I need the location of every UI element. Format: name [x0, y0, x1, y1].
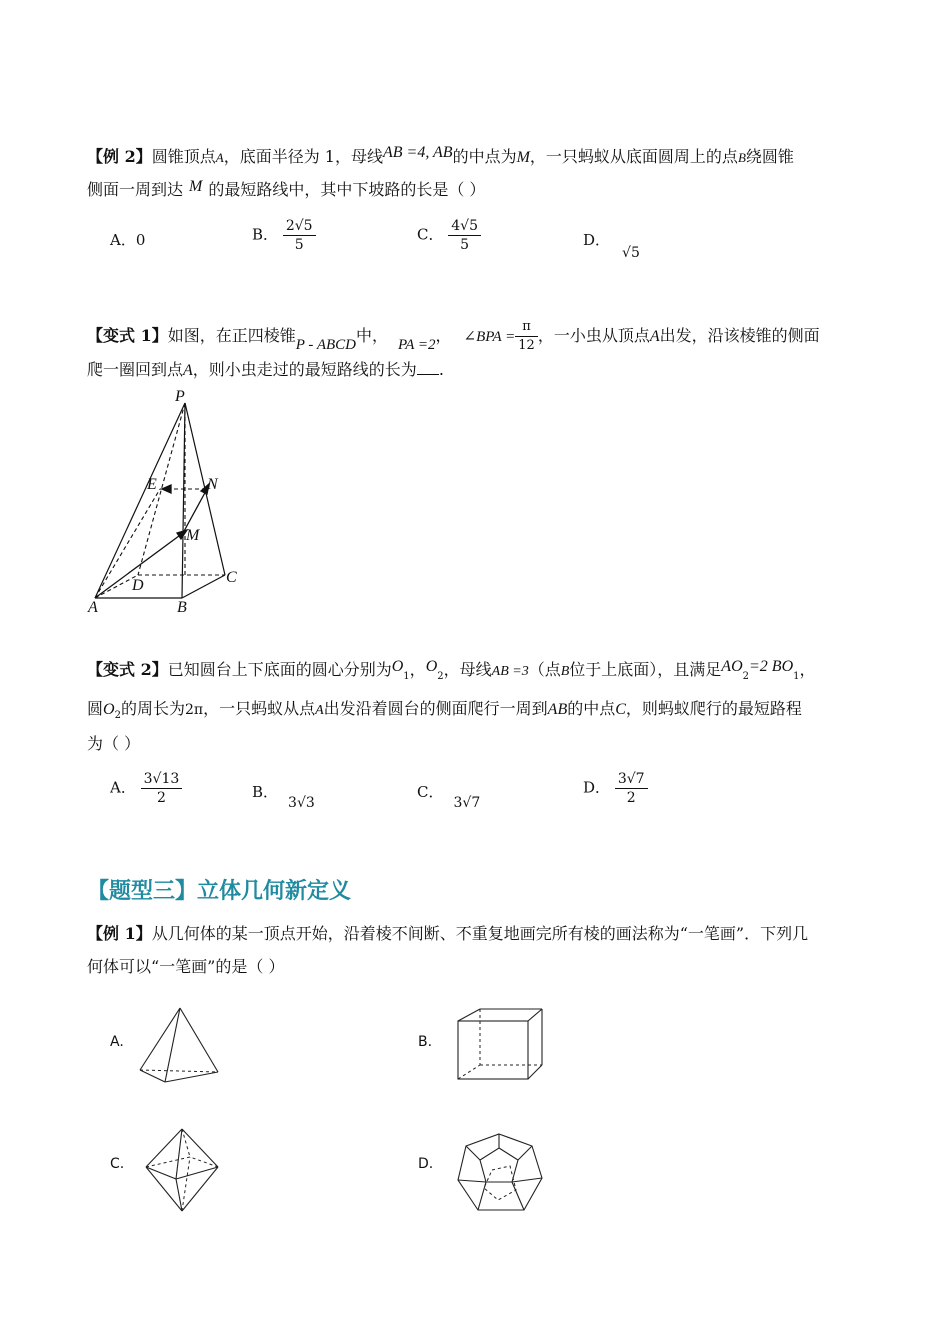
denominator: 2 — [626, 790, 636, 806]
var2-text: 出发沿着圆台的侧面爬行一周到 — [323, 699, 548, 718]
numerator: 2√5 — [283, 217, 316, 236]
ex1-option-c-label[interactable]: C. — [110, 1156, 125, 1172]
numerator: π — [515, 318, 538, 337]
var2-formula: 2π — [184, 702, 204, 718]
var2-text: 为（ ） — [87, 734, 141, 753]
ex2-text: ，一只蚂蚁从底面圆周上的点 — [529, 147, 738, 166]
option-label: B． — [252, 225, 279, 244]
var1-text: ， — [435, 326, 452, 345]
var1-text: . — [438, 360, 444, 379]
var2-text: 已知圆台上下底面的圆心分别为 — [167, 660, 392, 679]
ex1-option-b-label[interactable]: B. — [418, 1034, 433, 1050]
subscript: 1 — [403, 671, 410, 683]
numerator: 3√13 — [141, 770, 183, 789]
label-M: M — [186, 527, 200, 544]
ex2-var: B — [737, 150, 746, 165]
var1-formula: ∠BPA = — [463, 329, 516, 345]
option-label: B． — [252, 783, 279, 801]
var2-text: ，则蚂蚁爬行的最短路程 — [625, 699, 802, 718]
subscript: 2 — [114, 710, 121, 722]
var2-var: A — [315, 703, 324, 718]
var2-var: O — [391, 658, 404, 675]
label-C: C — [226, 569, 237, 586]
var2-text: ，母线 — [443, 660, 492, 679]
var1-var: A — [649, 328, 660, 345]
var2-text: 位于上底面），且满足 — [569, 660, 722, 679]
ex2-option-b[interactable] — [252, 217, 316, 254]
option-label: D． — [583, 778, 611, 797]
ex2-formula: AB =4, AB — [382, 144, 453, 161]
var1-tag: 【变式 1】 — [87, 326, 168, 345]
label-B: B — [177, 599, 187, 616]
var2-var: B — [560, 664, 570, 679]
var1-text: 爬一圈回到点 — [87, 360, 184, 379]
tetrahedron-figure[interactable] — [130, 1000, 225, 1090]
ex1-text: 从几何体的某一顶点开始，沿着棱不间断、不重复地画完所有棱的画法称为“一笔画”．下列几 — [151, 924, 809, 943]
numerator: 3√7 — [615, 770, 648, 789]
ex2-text: 绕圆锥 — [745, 147, 794, 166]
fraction — [515, 318, 538, 355]
numerator: 4√5 — [448, 217, 481, 236]
var2-var: C — [615, 701, 626, 718]
option-label: A． — [110, 231, 136, 249]
ex1-option-d-label[interactable]: D. — [418, 1156, 434, 1172]
var2-line2 — [87, 699, 802, 726]
var2-option-a[interactable] — [110, 770, 182, 807]
edge-BC — [182, 575, 225, 598]
ex2-text: 圆锥顶点 — [151, 147, 216, 166]
var1-var: A — [183, 362, 193, 379]
ex2-var: M — [516, 149, 530, 166]
var2-text: ，一只蚂蚁从点 — [203, 699, 316, 718]
var2-formula: =2 BO — [749, 658, 794, 675]
var2-formula: AO — [721, 658, 743, 675]
denominator: 5 — [294, 237, 304, 253]
option-label: C． — [417, 225, 444, 244]
var1-text: ，一小虫从顶点 — [537, 326, 650, 345]
var2-var: O — [425, 658, 438, 675]
var2-text: ， — [799, 660, 816, 679]
cube-figure[interactable] — [450, 1005, 550, 1085]
ex2-line2 — [87, 180, 485, 201]
ex2-text: 的中点为 — [452, 147, 517, 166]
var2-line1 — [87, 660, 816, 687]
label-D: D — [132, 577, 144, 594]
label-A: A — [88, 599, 98, 616]
ex2-var: M — [189, 178, 203, 195]
option-label: C． — [417, 783, 444, 801]
subscript: 2 — [437, 671, 444, 683]
subscript: 1 — [793, 671, 800, 683]
ex1-line1 — [87, 924, 808, 944]
var2-var: AB — [547, 701, 568, 718]
var1-text: 中， — [356, 326, 389, 345]
var2-text: 的中点 — [567, 699, 616, 718]
var2-line3 — [87, 734, 140, 754]
option-label: D． — [583, 231, 611, 249]
fraction — [141, 770, 183, 807]
var2-option-d[interactable] — [583, 770, 648, 807]
label-E: E — [147, 476, 157, 493]
var2-text: 圆 — [87, 699, 104, 718]
var2-text: 的周长为 — [120, 699, 185, 718]
ex2-line1 — [87, 144, 794, 168]
fraction — [615, 770, 648, 807]
ex2-text: 的最短路线中，其中下坡路的长是（ ） — [208, 180, 486, 199]
label-N: N — [207, 476, 218, 493]
ex1-tag: 【例 1】 — [87, 924, 152, 943]
path-AE-hidden — [95, 489, 160, 598]
var2-option-b[interactable] — [252, 781, 315, 811]
option-value: 3√3 — [288, 795, 315, 811]
octahedron-figure[interactable] — [140, 1125, 225, 1215]
subscript: 2 — [742, 671, 749, 683]
ex2-tag: 【例 2】 — [87, 147, 152, 166]
label-P: P — [175, 388, 185, 405]
var2-formula: AB =3 — [491, 664, 529, 679]
option-value: √5 — [622, 245, 640, 261]
dodecahedron-figure[interactable] — [452, 1130, 547, 1220]
denominator: 12 — [518, 338, 535, 353]
option-value: 3√7 — [453, 795, 481, 811]
option-label: A． — [110, 778, 136, 797]
ex1-text: 何体可以“一笔画”的是（ ） — [87, 957, 285, 976]
var2-text: ， — [409, 660, 426, 679]
var2-text: （点 — [528, 660, 561, 679]
var1-text: ，则小虫走过的最短路线的长为 — [192, 360, 417, 379]
ex2-text: 侧面一周到达 — [87, 180, 184, 199]
option-value: 0 — [135, 231, 146, 249]
var2-var: O — [103, 701, 115, 718]
var2-option-c[interactable] — [417, 781, 481, 811]
denominator: 5 — [460, 237, 470, 253]
fraction — [283, 217, 316, 254]
var1-formula: P - ABCD — [295, 337, 357, 353]
var1-formula: PA =2 — [398, 337, 436, 353]
var1-text: 出发，沿该棱锥的侧面 — [659, 326, 820, 345]
var2-tag: 【变式 2】 — [87, 660, 168, 679]
pyramid-figure — [80, 385, 250, 620]
ex2-option-a[interactable] — [110, 229, 145, 250]
ex2-var: A — [215, 150, 224, 165]
section-heading: 【题型三】立体几何新定义 — [87, 879, 352, 904]
var1-line1 — [87, 318, 820, 355]
ex1-option-a-label[interactable]: A. — [110, 1034, 124, 1050]
var1-line2 — [87, 360, 444, 381]
fraction — [448, 217, 481, 254]
ex2-option-c[interactable] — [417, 217, 481, 254]
ex2-text: ，底面半径为 1，母线 — [223, 147, 383, 166]
var1-text: 如图，在正四棱锥 — [167, 326, 296, 345]
ex2-option-d[interactable] — [583, 229, 640, 261]
arrow-head-icon — [162, 485, 171, 493]
answer-blank[interactable] — [417, 360, 439, 375]
denominator: 2 — [156, 790, 166, 806]
ex1-line2 — [87, 957, 284, 977]
